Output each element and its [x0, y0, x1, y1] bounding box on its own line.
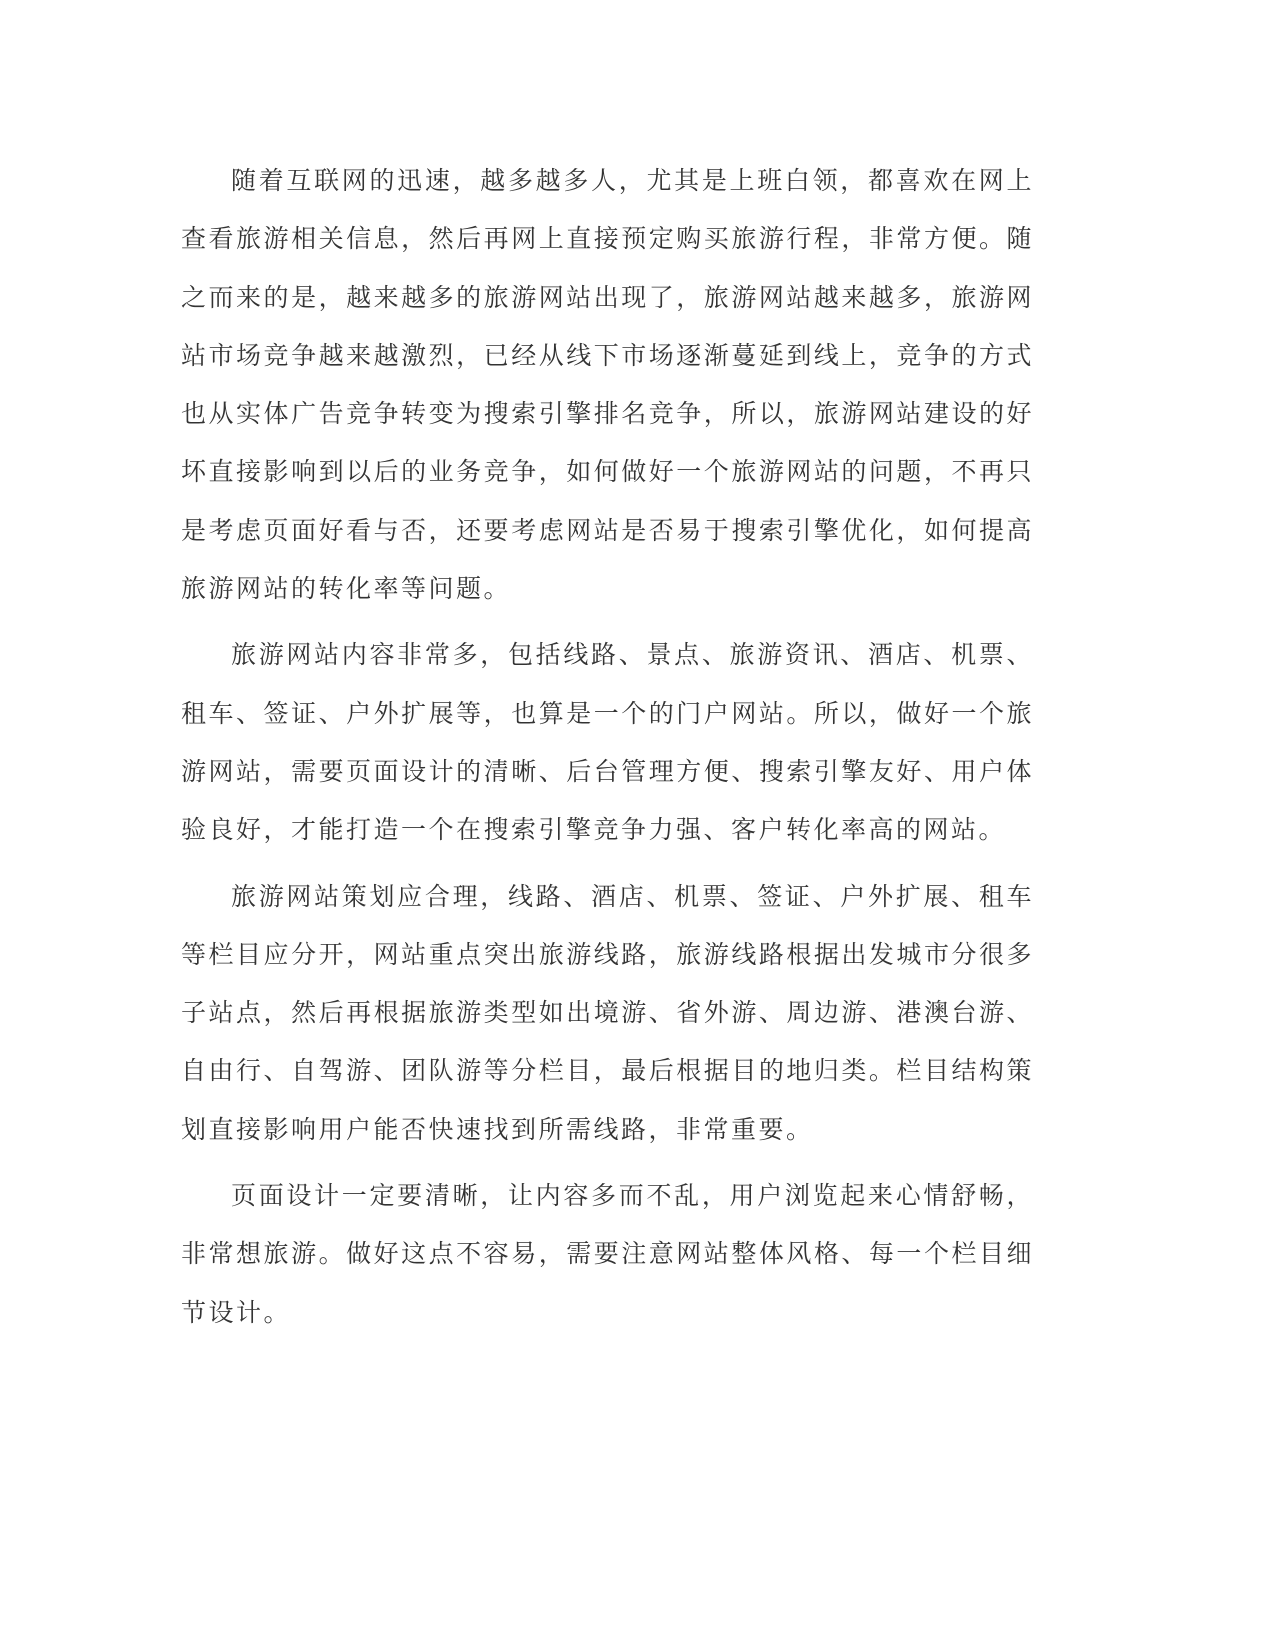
paragraph-2: 旅游网站内容非常多，包括线路、景点、旅游资讯、酒店、机票、租车、签证、户外扩展等，也算是一个的门户网站。所以，做好一个旅游网站，需要页面设计的清晰、后台管理方便、搜索引擎友好、用户体验良好，才能打造一个在搜索引擎竞争力强、客户转化率高的网站。 — [181, 640, 1034, 845]
document-body — [181, 152, 1034, 1342]
paragraph-1: 随着互联网的迅速，越多越多人，尤其是上班白领，都喜欢在网上查看旅游相关信息，然后再网上直接预定购买旅游行程，非常方便。随之而来的是，越来越多的旅游网站出现了，旅游网站越来越多，旅游网站市场竞争越来越激烈，已经从线下市场逐渐蔓延到线上，竞争的方式也从实体广告竞争转变为搜索引擎排名竞争，所以，旅游网站建设的好坏直接影响到以后的业务竞争，如何做好一个旅游网站的问题，不再只是考虑页面好看与否，还要考虑网站是否易于搜索引擎优化，如何提高旅游网站的转化率等问题。 — [181, 166, 1034, 604]
paragraph-4: 页面设计一定要清晰，让内容多而不乱，用户浏览起来心情舒畅，非常想旅游。做好这点不容易，需要注意网站整体风格、每一个栏目细节设计。 — [181, 1181, 1034, 1327]
paragraph-3: 旅游网站策划应合理，线路、酒店、机票、签证、户外扩展、租车等栏目应分开，网站重点突出旅游线路，旅游线路根据出发城市分很多子站点，然后再根据旅游类型如出境游、省外游、周边游、港澳台游、自由行、自驾游、团队游等分栏目，最后根据目的地归类。栏目结构策划直接影响用户能否快速找到所需线路，非常重要。 — [181, 881, 1034, 1144]
